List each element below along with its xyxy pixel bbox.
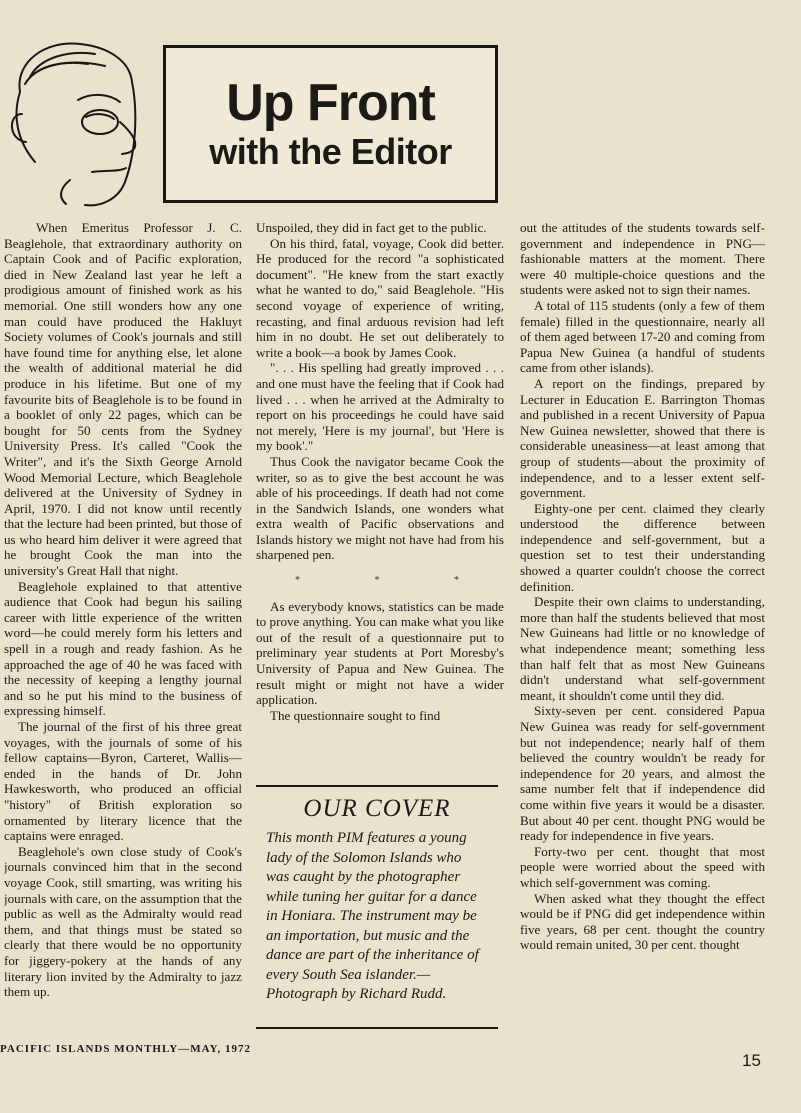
title-line-2: with the Editor <box>209 131 452 172</box>
editor-column-title-box <box>163 45 498 203</box>
paragraph: out the attitudes of the students towards self-government and independence in PNG—fashionable matters at the moment. There were 40 multiple-choice questions and the students were asked not to sign their names. <box>520 220 765 298</box>
paragraph: ". . . His spelling had greatly improved . . . and one must have the feeling that if Cook had lived . . . when he arrived at the Admiralty to report on his proceedings he could have said not merely, 'Here is my journal', but 'Here is my book'." <box>256 360 504 454</box>
paragraph: Forty-two per cent. thought that most people were worried about the speed with which self-government was coming. <box>520 843 765 890</box>
editor-caricature-drawing <box>0 22 165 207</box>
cover-title: OUR COVER <box>303 795 451 822</box>
paragraph: When asked what they thought the effect would be if PNG did get independence within five years, 68 per cent. thought the country would remain united, 30 per cent. thought <box>520 890 765 953</box>
paragraph: Thus Cook the navigator became Cook the writer, so as to give the best account he was able of his proceedings. If death had not come in the Sandwich Islands, one wonders what extra wealth of Pacific observations and Islands history we might not have had from his sharpened pen. <box>256 453 504 563</box>
page-number: 15 <box>742 1051 761 1070</box>
publication-footer: PACIFIC ISLANDS MONTHLY—MAY, 1972 <box>0 1043 251 1055</box>
cover-caption: This month PIM features a young lady of the Solomon Islands who was caught by the photographer while tuning her guitar for a dance in Honiara. The instrument may be an importation, but music and the dance are part of the inheritance of every South Sea islander.—Photograph by Richard Rudd. <box>266 830 479 1002</box>
section-break: * * * <box>295 575 495 587</box>
article-column-1 <box>4 220 242 1032</box>
paragraph: Despite their own claims to understanding, more than half the students believed that most New Guineans had little or no knowledge of what independence meant; something less than half felt that as most New Guineans didn't understand what self-government meant, it shouldn't come until they did. <box>520 594 765 703</box>
paragraph: On his third, fatal, voyage, Cook did better. He produced for the record "a sophisticated document". "He knew from the start exactly what he wanted to do," said Beaglehole. "His second voyage of experience of writing, recasting, and final arduous revision had left him in no doubt. He set out deliberately to write a book—a book by James Cook. <box>256 235 504 360</box>
article-column-3 <box>520 220 765 1040</box>
our-cover-box <box>256 785 498 1029</box>
title-line-1: Up Front <box>226 74 435 132</box>
paragraph: As everybody knows, statistics can be made to prove anything. You can make what you like out of the result of a questionnaire put to preliminary year students at Port Moresby's University of Papua and New Guinea. The result might or might not have a wider application. <box>256 598 504 708</box>
article-column-2 <box>256 220 504 766</box>
paragraph: When Emeritus Professor J. C. Beaglehole, that extraordinary authority on Captain Cook and of Pacific exploration, died in New Zealand last year he left a prodigious amount of finished work as his memorial. One still wonders how any one man could have produced the Hakluyt Society volumes of Cook's journals and still have found time for anything else, let alone the wealth of additional material he did produce in his lifetime. But one of my favourite bits of Beaglehole is to be found in a booklet of only 22 pages, which can be bought for 50 cents from the Sydney University Press. It's called "Cook the Writer", and it's the Sixth George Arnold Wood Memorial Lecture, which Beaglehole delivered at the University of Sydney in April, 1970. I did not know until recently that the lecture had been printed, but those of us who heard him deliver it were agreed that he brought Cook the man into the university's Great Hall that night. <box>4 220 242 579</box>
paragraph: Eighty-one per cent. claimed they clearly understood the difference between independence and self-government, but a question set to test their understanding showed a quarter couldn't choose the correct definition. <box>520 500 765 594</box>
paragraph: Sixty-seven per cent. considered Papua New Guinea was ready for self-government but not independence; nearly half of them believed the country wouldn't be ready for independence for 20 years, and almost the same number felt that if independence did come within five years it would be a disaster. But about 40 per cent. thought PNG would be ready for independence in five years. <box>520 703 765 844</box>
paragraph: A report on the findings, prepared by Lecturer in Education E. Barrington Thomas and published in a recent University of Papua New Guinea newsletter, showed that there is considerable uneasiness—at least among that group of students—about the proximity of independence, and to a lesser extent self-government. <box>520 375 765 501</box>
paragraph: The questionnaire sought to find <box>270 707 441 723</box>
paragraph: The journal of the first of his three great voyages, with the journals of some of his fellow captains—Byron, Carteret, Wallis—ended in the hands of Dr. John Hawkesworth, who produced an official "history" of British exploration so ornamented by literary licence that the captains were enraged. <box>4 719 242 844</box>
paragraph: Unspoiled, they did in fact get to the public. <box>256 220 487 235</box>
paragraph: Beaglehole's own close study of Cook's journals convinced him that in the second voyage Cook, still smarting, was writing his journals with care, on the assumption that the public as well as the Admiralty would read them, and that things must be stated so clearly that there would be no opportunity for jiggery-pokery at the hands of any literary lion invited by the Admiralty to jazz them up. <box>4 843 242 1000</box>
paragraph: Beaglehole explained to that attentive audience that Cook had begun his sailing career with little experience of the written word—he could merely form his letters and spell in a rough and ready fashion. As he approached the age of 40 he was faced with the necessity of keeping a lengthy journal and so he put his mind to the business of expressing himself. <box>4 578 242 719</box>
paragraph: A total of 115 students (only a few of them female) filled in the questionnaire, nearly all of them aged between 17-20 and coming from Papua New Guinea (a handful of students came from other islands). <box>520 297 765 376</box>
